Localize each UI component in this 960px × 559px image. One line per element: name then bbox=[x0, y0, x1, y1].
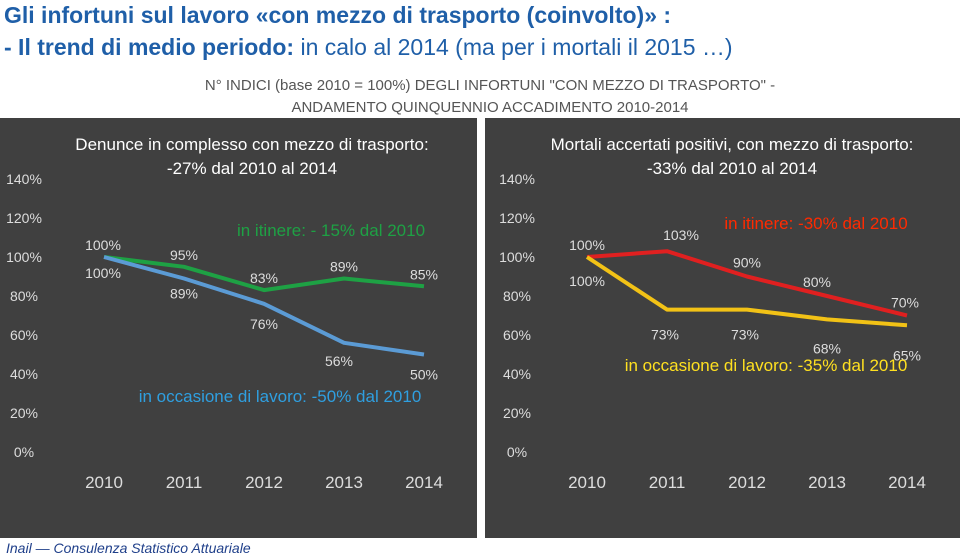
chart2-series-1-name-label: in itinere: -30% dal 2010 bbox=[724, 214, 908, 233]
chart2-series-1-data-label: 90% bbox=[732, 254, 762, 271]
chart2-series-2-data-label: 73% bbox=[730, 326, 760, 343]
chart1-series-2-name-label: in occasione di lavoro: -50% dal 2010 bbox=[138, 387, 422, 406]
chart1-series-1-name-label: in itinere: - 15% dal 2010 bbox=[236, 221, 426, 240]
chart1-y-tick-label: 120% bbox=[6, 210, 42, 226]
chart1-series-2-data-label: 76% bbox=[249, 315, 279, 332]
chart1-series-2-data-label: 56% bbox=[324, 352, 354, 369]
chart1-title: Denunce in complesso con mezzo di trasporto: bbox=[75, 135, 429, 154]
chart2-y-tick-label: 120% bbox=[499, 210, 535, 226]
chart2-series-1-data-label: 70% bbox=[890, 294, 920, 311]
page-title: Gli infortuni sul lavoro «con mezzo di trasporto (coinvolto)» : bbox=[4, 2, 672, 28]
page-subtitle bbox=[4, 34, 733, 61]
page-subtitle-bold: - Il trend di medio periodo: bbox=[4, 34, 295, 60]
chart1-y-tick-label: 40% bbox=[9, 366, 39, 382]
chart2-x-tick-label: 2013 bbox=[808, 473, 846, 492]
chart2-subtitle: -33% dal 2010 al 2014 bbox=[646, 159, 818, 178]
section-title-line2: ANDAMENTO QUINQUENNIO ACCADIMENTO 2010-2014 bbox=[291, 99, 689, 116]
chart1-x-tick-label: 2010 bbox=[85, 473, 123, 492]
chart1-series-1-data-label: 89% bbox=[329, 258, 359, 275]
chart2-x-tick-label: 2014 bbox=[888, 473, 926, 492]
chart1-subtitle: -27% dal 2010 al 2014 bbox=[166, 159, 338, 178]
chart2-y-tick-label: 140% bbox=[499, 171, 535, 187]
chart1-y-tick-label: 0% bbox=[13, 444, 35, 460]
section-title bbox=[90, 75, 890, 119]
chart1-y-tick-label: 80% bbox=[9, 288, 39, 304]
section-title-line1: N° INDICI (base 2010 = 100%) DEGLI INFORTUNI "CON MEZZO DI TRASPORTO" - bbox=[204, 77, 776, 94]
chart1-y-tick-label: 100% bbox=[6, 249, 42, 265]
chart2-x-tick-label: 2012 bbox=[728, 473, 766, 492]
chart1-series-1-data-label: 85% bbox=[409, 266, 439, 283]
chart1-series-1-data-label: 100% bbox=[85, 237, 121, 253]
chart2-series-2-name-label: in occasione di lavoro: -35% dal 2010 bbox=[624, 356, 908, 375]
chart2-y-tick-label: 20% bbox=[502, 405, 532, 421]
page-subtitle-rest: in calo al 2014 (ma per i mortali il 2015 …) bbox=[294, 34, 733, 60]
chart2-series-2-data-label: 65% bbox=[892, 347, 922, 364]
charts-canvas bbox=[0, 118, 960, 538]
chart2-y-tick-label: 40% bbox=[502, 366, 532, 382]
chart1-series-1-data-label: 83% bbox=[249, 270, 279, 287]
chart2-y-tick-label: 60% bbox=[502, 327, 532, 343]
chart2-series-1-data-label: 103% bbox=[663, 227, 699, 244]
chart1-series-2-data-label: 50% bbox=[409, 366, 439, 383]
chart2-series-2-data-label: 68% bbox=[812, 340, 842, 357]
chart2-series-2-data-label: 73% bbox=[650, 326, 680, 343]
chart1-series-2-data-label: 100% bbox=[85, 265, 121, 281]
footer-source: Inail — Consulenza Statistico Attuariale bbox=[6, 540, 251, 556]
chart2-y-tick-label: 80% bbox=[502, 288, 532, 304]
chart2-y-tick-label: 100% bbox=[499, 249, 535, 265]
chart2-x-tick-label: 2011 bbox=[648, 473, 686, 492]
chart2-series-2-data-label: 100% bbox=[569, 273, 605, 289]
chart2-x-tick-label: 2010 bbox=[568, 473, 606, 492]
chart1-y-tick-label: 60% bbox=[9, 327, 39, 343]
chart1-series-2-data-label: 89% bbox=[169, 285, 199, 302]
chart2-y-tick-label: 0% bbox=[506, 444, 528, 460]
chart1-series-1-data-label: 95% bbox=[169, 246, 199, 263]
chart2-series-1-data-label: 80% bbox=[802, 274, 832, 290]
chart2-title: Mortali accertati positivi, con mezzo di trasporto: bbox=[550, 135, 914, 154]
chart2-series-1-data-label: 100% bbox=[569, 237, 605, 253]
chart1-x-tick-label: 2013 bbox=[325, 473, 363, 492]
chart1-x-tick-label: 2011 bbox=[165, 473, 203, 492]
chart1-x-tick-label: 2014 bbox=[405, 473, 443, 492]
chart1-y-tick-label: 20% bbox=[9, 405, 39, 421]
chart1-y-tick-label: 140% bbox=[6, 171, 42, 187]
chart1-x-tick-label: 2012 bbox=[245, 473, 283, 492]
